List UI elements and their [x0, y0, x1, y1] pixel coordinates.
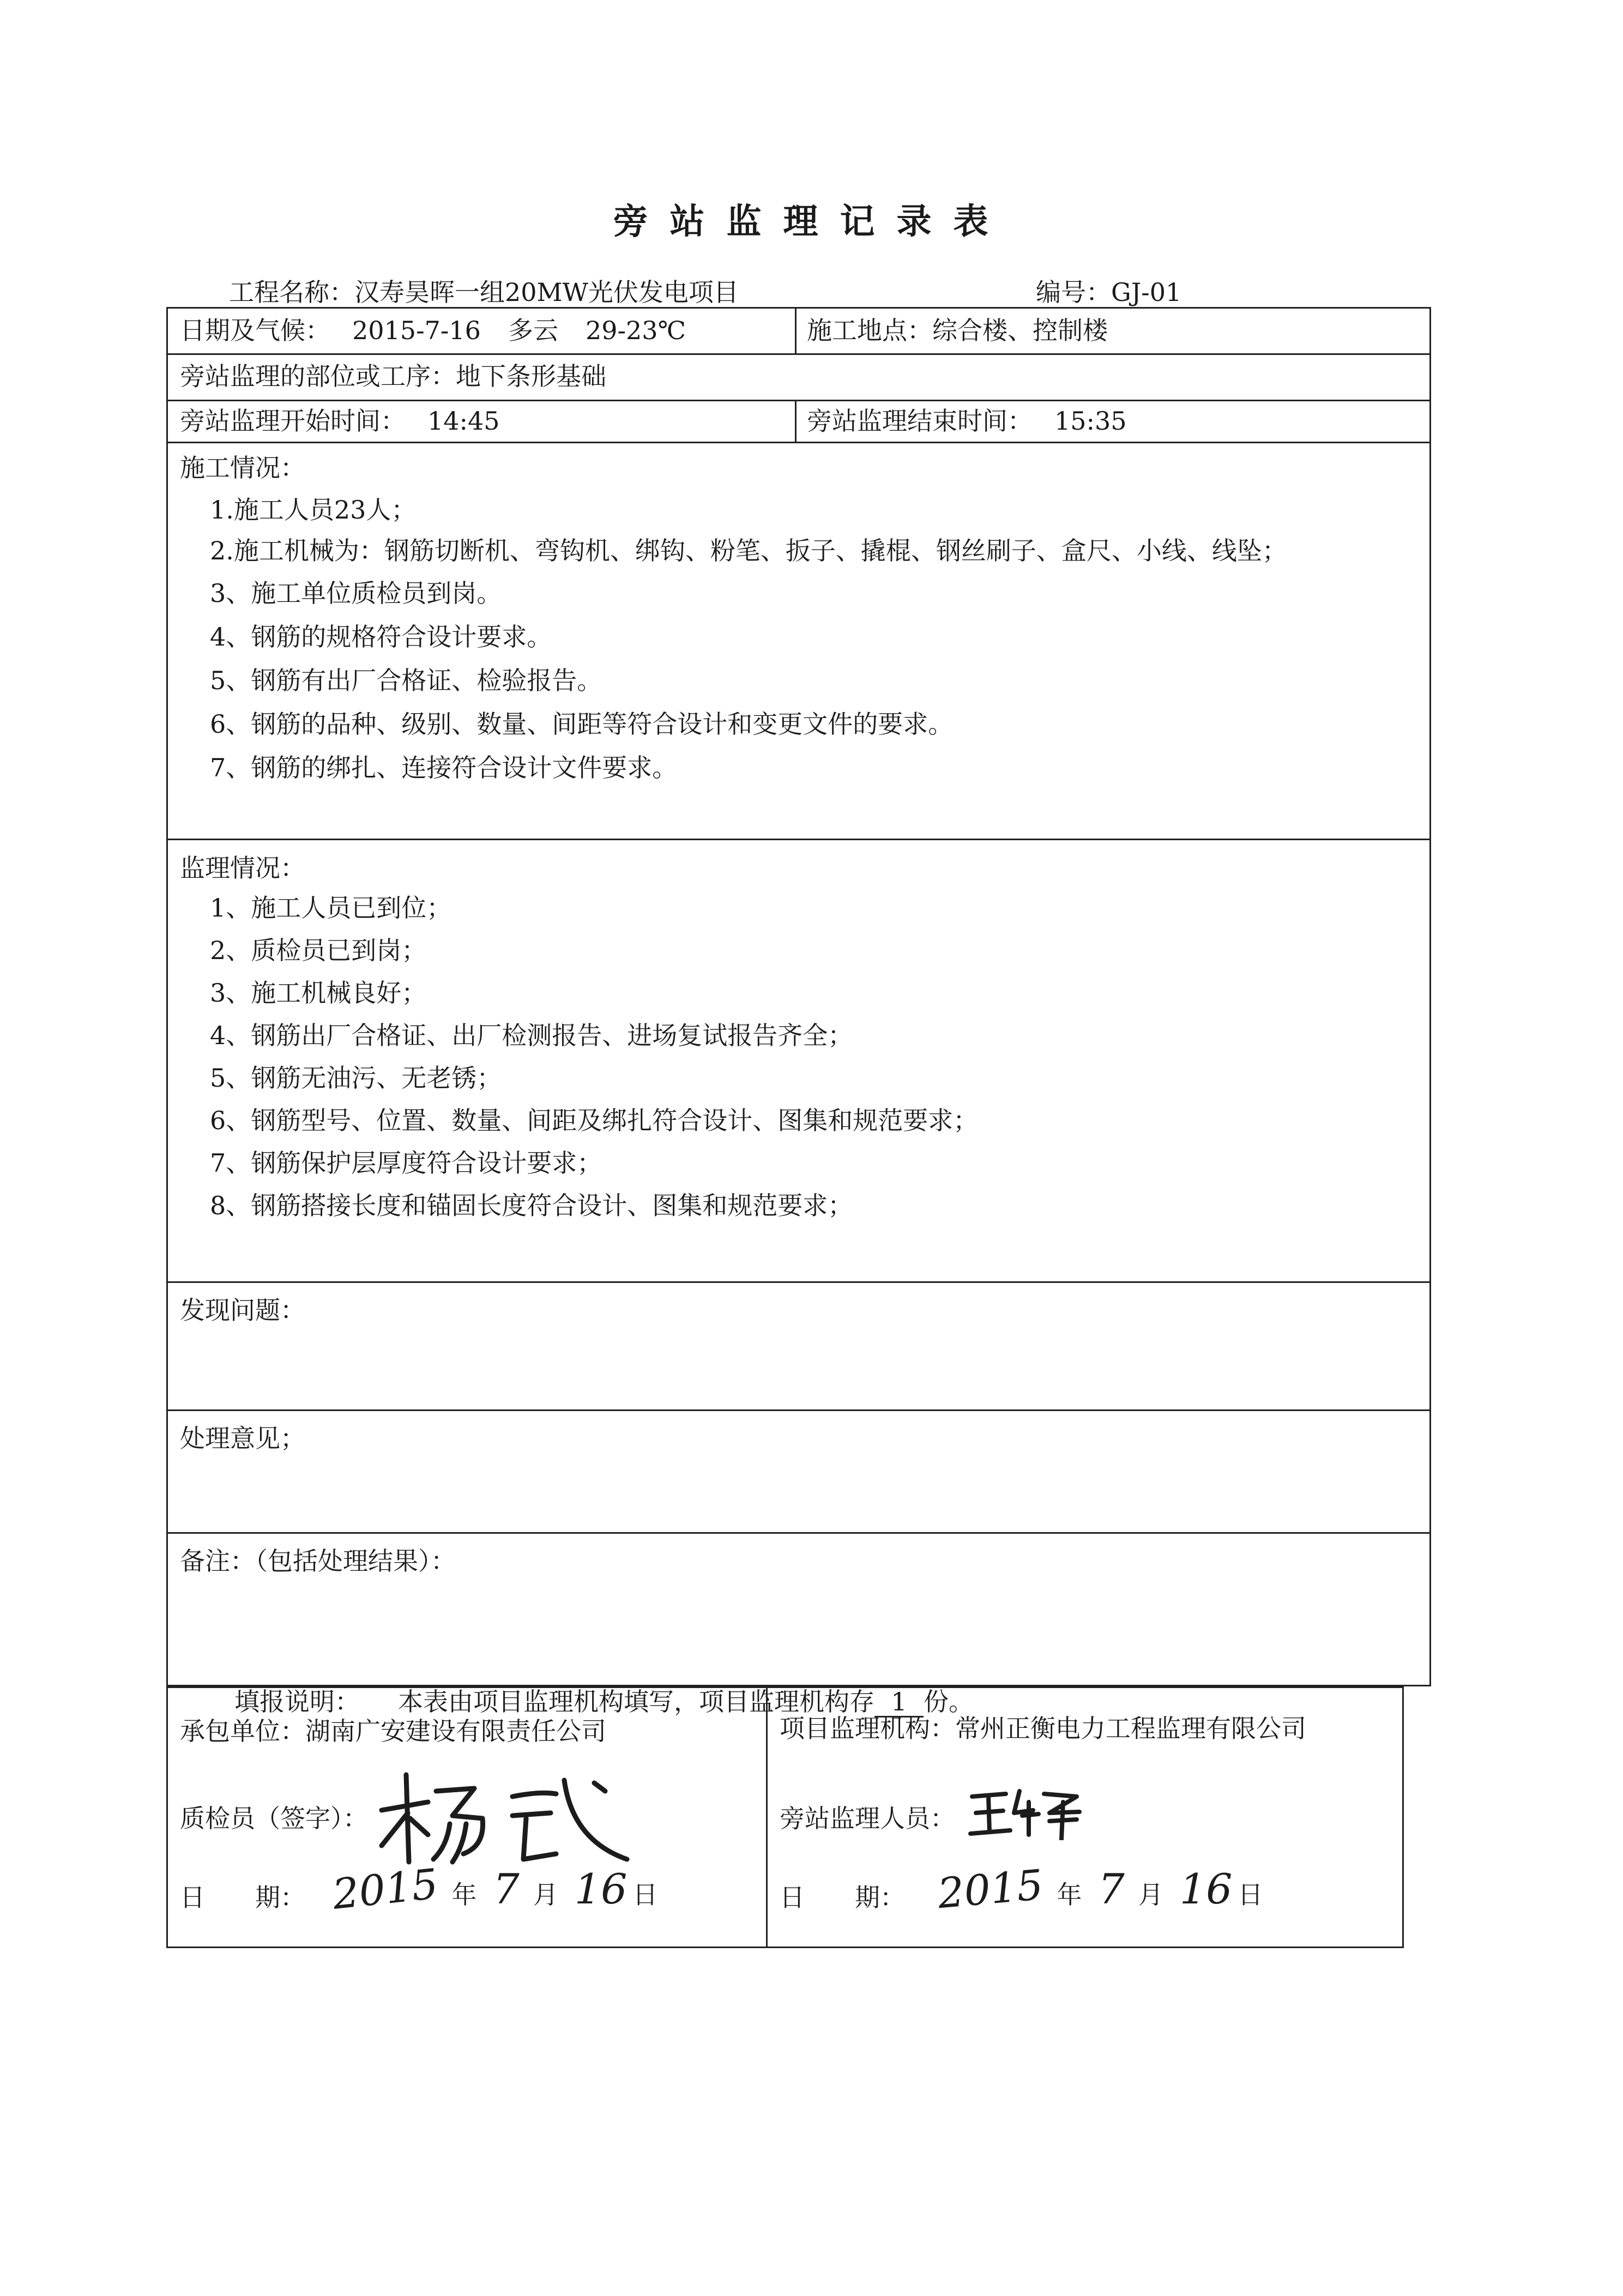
problems-heading: 发现问题： [180, 1295, 305, 1325]
contractor-label: 承包单位： [180, 1716, 305, 1746]
construction-item: 2.施工机械为：钢筋切断机、弯钩机、绑钩、粉笔、扳子、撬棍、钢丝刷子、盒尺、小线、线坠； [210, 536, 1287, 565]
right-date-year: 2015 [936, 1860, 1045, 1918]
footnote-label: 填报说明： [234, 1687, 360, 1716]
construction-item: 3、施工单位质检员到岗。 [210, 578, 502, 608]
left-date-year: 2015 [330, 1859, 441, 1919]
supervision-item: 8、钢筋搭接长度和锚固长度符合设计、图集和规范要求； [210, 1191, 853, 1220]
form-title: 旁站监理记录表 [613, 202, 1010, 242]
weather-value: 多云 [508, 316, 558, 345]
left-date-handwriting [330, 1859, 658, 1919]
project-name-label: 工程名称： [229, 278, 354, 307]
footnote-text: 本表由项目监理机构填写，项目监理机构存 [398, 1687, 874, 1716]
project-name-line [229, 273, 739, 309]
inspector-signature [376, 1758, 632, 1870]
construction-item: 1.施工人员23人； [210, 495, 417, 525]
construction-item: 4、钢筋的规格符合设计要求。 [210, 622, 552, 652]
year-char: 年 [451, 1880, 477, 1909]
supervision-item: 7、钢筋保护层厚度符合设计要求； [210, 1148, 602, 1178]
column-divider [795, 400, 797, 443]
form-number-label: 编号： [1036, 278, 1111, 307]
end-time-value: 15:35 [1054, 406, 1127, 436]
supervision-heading: 监理情况： [180, 853, 305, 883]
day-char: 日 [1238, 1880, 1263, 1909]
left-date-line [180, 1881, 305, 1914]
location-label: 施工地点： [807, 316, 932, 345]
row-divider [166, 400, 1431, 401]
construction-item: 6、钢筋的品种、级别、数量、间距等符合设计和变更文件的要求。 [210, 709, 954, 739]
left-date-day: 16 [574, 1865, 628, 1913]
date-value: 2015-7-16 [352, 316, 481, 345]
column-divider [795, 307, 797, 354]
supervision-item: 1、施工人员已到位； [210, 893, 452, 923]
supervisor-signature-stroke [968, 1780, 1082, 1840]
supervision-item: 3、施工机械良好； [210, 978, 427, 1008]
date-weather-label: 日期及气候： [180, 316, 330, 345]
form-number-value: GJ-01 [1111, 278, 1182, 307]
contractor-value: 湖南广安建设有限责任公司 [305, 1716, 606, 1746]
footnote-suffix: 份。 [924, 1687, 974, 1716]
right-date-day: 16 [1179, 1865, 1233, 1913]
supervision-part-value: 地下条形基础 [456, 361, 606, 391]
year-char: 年 [1057, 1880, 1082, 1909]
left-date-month: 7 [493, 1865, 520, 1913]
supervision-item: 6、钢筋型号、位置、数量、间距及绑扎符合设计、图集和规范要求； [210, 1106, 979, 1135]
supervisor-org-label: 项目监理机构： [780, 1714, 955, 1743]
inspector-label: 质检员（签字）： [180, 1804, 368, 1833]
construction-heading: 施工情况： [180, 453, 305, 483]
supervision-part-label: 旁站监理的部位或工序： [180, 361, 456, 391]
location-cell [807, 314, 1108, 347]
form-number-line [1036, 273, 1181, 309]
filling-instructions [234, 1682, 974, 1718]
supervisor-label: 旁站监理人员： [780, 1804, 955, 1833]
right-date-month: 7 [1098, 1865, 1125, 1913]
supervision-part-cell [180, 360, 606, 393]
month-char: 月 [533, 1880, 558, 1909]
row-divider [166, 1532, 1431, 1534]
supervisor-org-value: 常州正衡电力工程监理有限公司 [955, 1714, 1306, 1743]
row-divider [166, 1281, 1431, 1283]
copies-count: 1 [874, 1688, 924, 1718]
end-time-label: 旁站监理结束时间： [807, 406, 1033, 436]
day-char: 日 [632, 1880, 658, 1909]
right-date-label: 日 期： [780, 1883, 905, 1912]
location-value: 综合楼、控制楼 [932, 316, 1108, 345]
month-char: 月 [1138, 1880, 1163, 1909]
inspector-signature-stroke [376, 1758, 632, 1867]
supervisor-signature [968, 1780, 1082, 1842]
row-divider [166, 839, 1431, 840]
supervision-item: 2、质检员已到岗； [210, 936, 427, 965]
row-divider [166, 1409, 1431, 1411]
date-weather-cell [180, 314, 686, 347]
construction-item: 7、钢筋的绑扎、连接符合设计文件要求。 [210, 753, 678, 782]
supervision-item: 5、钢筋无油污、无老锈； [210, 1063, 502, 1093]
left-date-label: 日 期： [180, 1883, 305, 1912]
start-time-value: 14:45 [427, 406, 500, 436]
start-time-cell [180, 405, 500, 437]
column-divider [766, 1686, 768, 1948]
supervision-item: 4、钢筋出厂合格证、出厂检测报告、进场复试报告齐全； [210, 1021, 853, 1050]
row-divider [166, 353, 1431, 355]
start-time-label: 旁站监理开始时间： [180, 406, 406, 436]
right-date-line [780, 1881, 905, 1914]
contractor-line [180, 1715, 606, 1747]
construction-item: 5、钢筋有出厂合格证、检验报告。 [210, 666, 602, 695]
remarks-heading: 备注：（包括处理结果）： [180, 1546, 456, 1576]
row-divider [166, 442, 1431, 443]
right-date-handwriting [936, 1860, 1263, 1918]
end-time-cell [807, 405, 1127, 437]
project-name-value: 汉寿昊晖一组20MW光伏发电项目 [354, 278, 739, 307]
handling-heading: 处理意见； [180, 1424, 305, 1453]
temperature-value: 29-23℃ [585, 316, 686, 345]
